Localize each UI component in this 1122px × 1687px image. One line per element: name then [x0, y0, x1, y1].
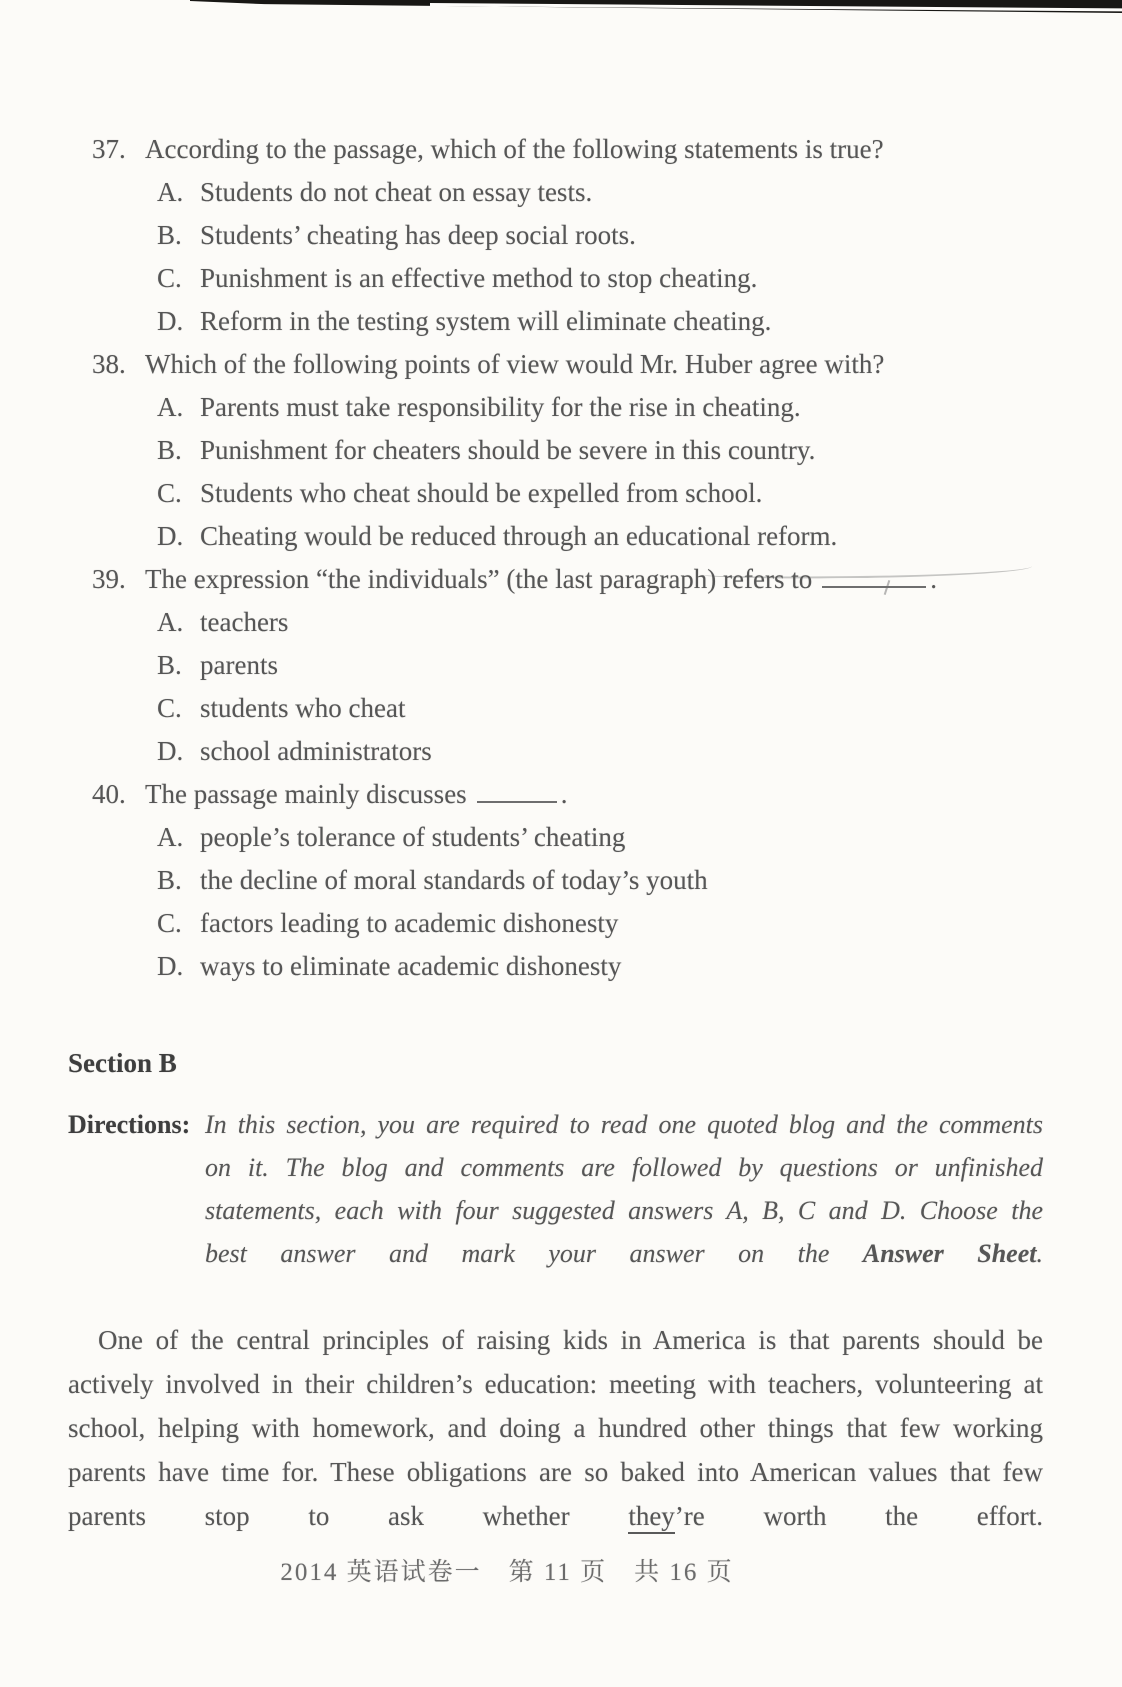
option-text: teachers	[200, 607, 289, 637]
question-number: 38.	[92, 349, 126, 379]
passage-line: actively involved in their children’s education: meeting with teachers, volunteering at	[68, 1369, 1043, 1399]
option-label: A.	[157, 177, 184, 207]
option-text: the decline of moral standards of today’s youth	[200, 865, 708, 895]
option-row	[157, 687, 1052, 730]
option-label: D.	[157, 951, 184, 981]
option-label: B.	[157, 865, 182, 895]
directions-last-line-prefix: best answer and mark your answer on the	[205, 1239, 863, 1268]
option-label: C.	[157, 263, 182, 293]
option-text: ways to eliminate academic dishonesty	[200, 951, 622, 981]
option-label: D.	[157, 521, 184, 551]
option-row	[157, 429, 1052, 472]
option-row	[157, 816, 1052, 859]
question-text: Which of the following points of view would Mr. Huber agree with?	[145, 349, 885, 379]
question-text: According to the passage, which of the following statements is true?	[145, 134, 884, 164]
option-row	[157, 515, 1052, 558]
question-text-after-blank: .	[930, 564, 937, 594]
option-text: parents	[200, 650, 278, 680]
option-label: C.	[157, 693, 182, 723]
question-number: 39.	[92, 564, 126, 594]
question-text	[145, 773, 567, 816]
question-40	[92, 773, 1052, 988]
passage-line: school, helping with homework, and doing a hundred other things that few working	[68, 1413, 1043, 1443]
question-stem	[92, 128, 1052, 171]
option-text: Students who cheat should be expelled from school.	[200, 478, 763, 508]
directions-block	[68, 1103, 1043, 1275]
option-text: factors leading to academic dishonesty	[200, 908, 619, 938]
option-text: Students do not cheat on essay tests.	[200, 177, 593, 207]
answer-sheet-emphasis: Answer Sheet	[862, 1239, 1037, 1268]
passage-line	[68, 1494, 1043, 1538]
option-text: Reform in the testing system will eliminate cheating.	[200, 306, 772, 336]
reading-passage	[68, 1318, 1043, 1538]
question-number: 37.	[92, 134, 126, 164]
option-row	[157, 472, 1052, 515]
option-label: D.	[157, 736, 184, 766]
option-label: D.	[157, 306, 184, 336]
question-text-before-blank: The passage mainly discusses	[145, 779, 467, 809]
directions-last-line-suffix: .	[1036, 1239, 1043, 1268]
question-list	[92, 128, 1052, 988]
option-label: B.	[157, 435, 182, 465]
option-row	[157, 644, 1052, 687]
option-text: Parents must take responsibility for the rise in cheating.	[200, 392, 801, 422]
option-text: school administrators	[200, 736, 432, 766]
passage-last-line-prefix: parents stop to ask whether	[68, 1501, 629, 1531]
option-text: Cheating would be reduced through an educational reform.	[200, 521, 838, 551]
question-stem	[92, 773, 1052, 816]
section-b-title: Section B	[68, 1048, 177, 1078]
option-label: A.	[157, 392, 184, 422]
question-text-before-blank: The expression “the individuals” (the last paragraph) refers to	[145, 564, 813, 594]
option-row	[157, 386, 1052, 429]
directions-line	[205, 1232, 1043, 1275]
option-text: people’s tolerance of students’ cheating	[200, 822, 626, 852]
option-row	[157, 257, 1052, 300]
option-text: Students’ cheating has deep social roots.	[200, 220, 636, 250]
option-text: Punishment for cheaters should be severe in this country.	[200, 435, 816, 465]
option-row	[157, 171, 1052, 214]
passage-line: parents have time for. These obligations are so baked into American values that few	[68, 1457, 1043, 1487]
option-label: A.	[157, 607, 184, 637]
option-row	[157, 300, 1052, 343]
directions-line: statements, each with four suggested answers A, B, C and D. Choose the	[205, 1196, 1043, 1225]
option-label: A.	[157, 822, 184, 852]
option-row	[157, 859, 1052, 902]
option-row	[157, 214, 1052, 257]
question-text	[145, 558, 937, 601]
option-label: B.	[157, 650, 182, 680]
question-text-after-blank: .	[560, 779, 568, 809]
page-footer: 2014 英语试卷一 第 11 页 共 16 页	[280, 1559, 734, 1586]
option-row	[157, 601, 1052, 644]
question-number: 40.	[92, 779, 126, 809]
answer-blank	[822, 561, 926, 588]
option-row	[157, 945, 1052, 988]
question-38	[92, 343, 1052, 558]
option-row	[157, 730, 1052, 773]
passage-last-line-suffix: ’re worth the effort.	[674, 1501, 1043, 1531]
question-stem	[92, 343, 1052, 386]
question-stem	[92, 558, 1052, 601]
option-label: C.	[157, 908, 182, 938]
question-37	[92, 128, 1052, 343]
option-text: Punishment is an effective method to stop cheating.	[200, 263, 758, 293]
directions-line: In this section, you are required to read one quoted blog and the comments	[205, 1110, 1043, 1139]
answer-blank	[477, 776, 557, 803]
passage-line: One of the central principles of raising kids in America is that parents should be	[98, 1325, 1043, 1355]
option-text: students who cheat	[200, 693, 406, 723]
option-label: B.	[157, 220, 182, 250]
directions-label: Directions:	[68, 1110, 191, 1139]
underlined-word: they	[628, 1501, 675, 1534]
directions-line: on it. The blog and comments are followed by questions or unfinished	[205, 1153, 1043, 1182]
option-row	[157, 902, 1052, 945]
directions-text	[205, 1103, 1043, 1275]
question-39	[92, 558, 1052, 773]
option-label: C.	[157, 478, 182, 508]
